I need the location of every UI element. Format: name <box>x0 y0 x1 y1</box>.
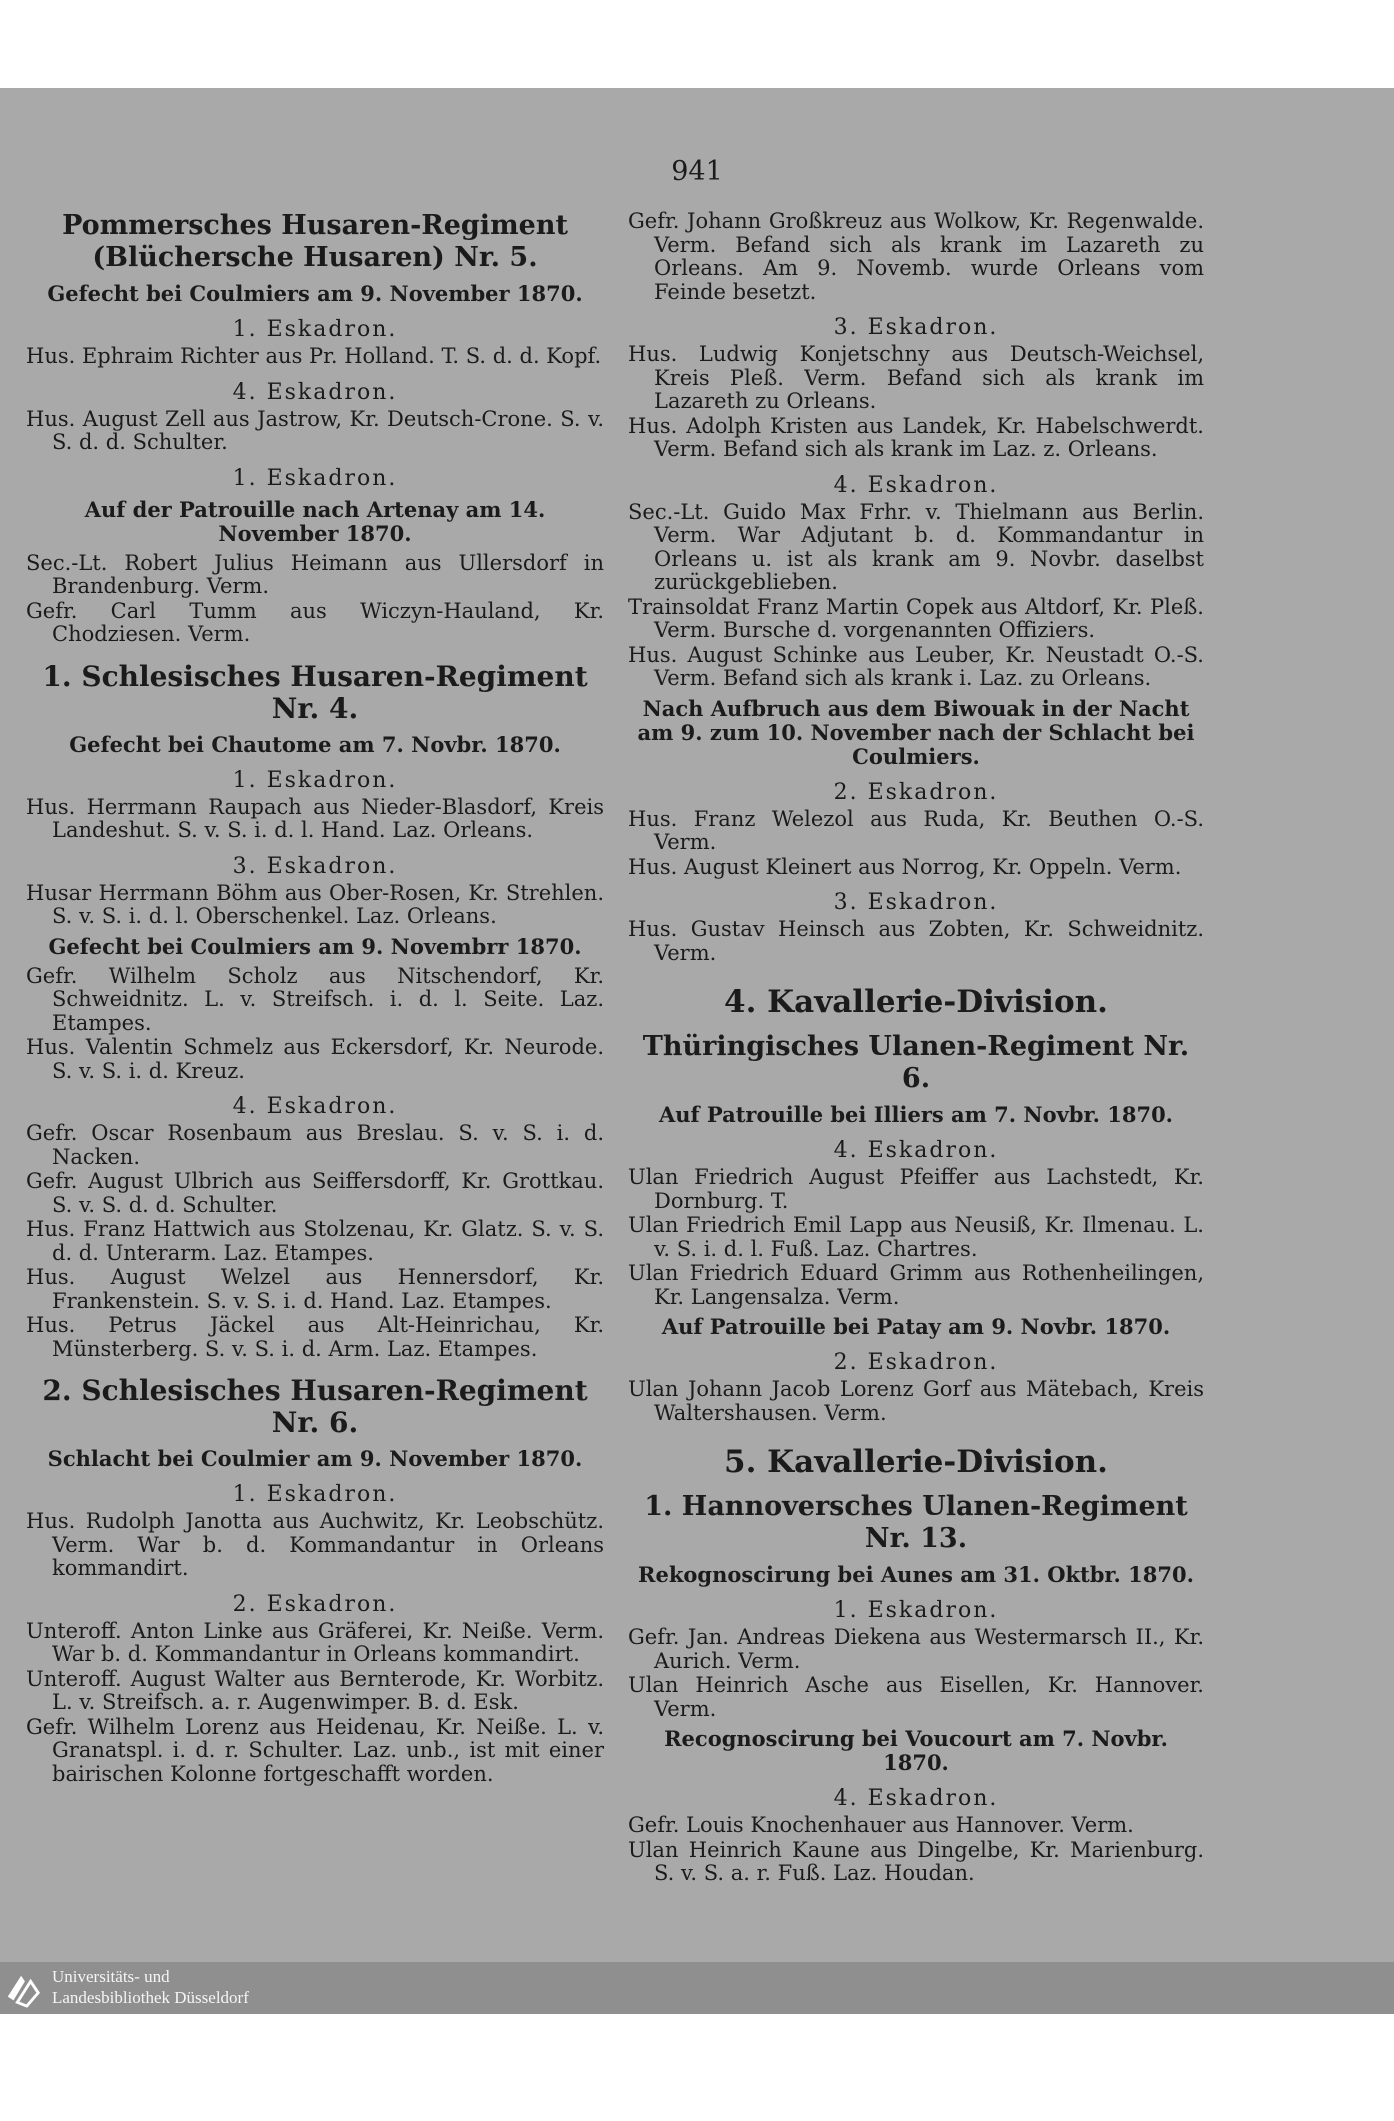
casualty-entry: Ulan Friedrich Eduard Grimm aus Rothenheilingen, Kr. Langensalza. Verm. <box>628 1261 1204 1309</box>
casualty-entry: Hus. Herrmann Raupach aus Nieder-Blasdorf, Kreis Landeshut. S. v. S. i. d. l. Hand. Laz. Orleans. <box>26 794 604 842</box>
division-heading: 5. Kavallerie-Division. <box>724 1444 1108 1480</box>
casualty-entry: Sec.-Lt. Robert Julius Heimann aus Ullersdorf in Brandenburg. Verm. <box>26 550 604 598</box>
squadron-heading: 2. Eskadron. <box>833 779 999 805</box>
squadron-heading: 4. Eskadron. <box>232 1094 398 1119</box>
ulb-logo-icon <box>4 1970 42 2008</box>
casualty-entry: Hus. August Schinke aus Leuber, Kr. Neustadt O.-S. Verm. Befand sich als krank i. Laz. zu Orleans. <box>628 642 1204 690</box>
casualty-entry: Hus. Ludwig Konjetschny aus Deutsch-Weichsel, Kreis Pleß. Verm. Befand sich als krank im Lazareth zu Orleans. <box>628 342 1204 413</box>
page-number: 941 <box>671 156 723 187</box>
casualty-entry: Gefr. Louis Knochenhauer aus Hannover. Verm. <box>628 1813 1134 1837</box>
casualty-entry: Ulan Friedrich Emil Lapp aus Neusiß, Kr. Ilmenau. L. v. S. i. d. l. Fuß. Laz. Chartres. <box>628 1213 1204 1261</box>
squadron-heading: 1. Eskadron. <box>232 317 398 342</box>
event-heading: Auf Patrouille bei Illiers am 7. Novbr. 1870. <box>658 1102 1173 1127</box>
regiment-heading: Thüringisches Ulanen-Regiment Nr. 6. <box>642 1031 1190 1094</box>
squadron-heading: 4. Eskadron. <box>232 379 398 405</box>
event-heading: Auf der Patrouille nach Artenay am 14. November 1870. <box>84 496 546 546</box>
casualty-entry: Sec.-Lt. Guido Max Frhr. v. Thielmann aus Berlin. Verm. War Adjutant b. d. Kommandantur in Orleans u. ist als krank am 9. Novbr. daselbst zurückgeblieben. <box>628 499 1204 594</box>
squadron-heading: 1. Eskadron. <box>232 1482 398 1507</box>
squadron-heading: 3. Eskadron. <box>833 315 999 340</box>
casualty-entry: Hus. Gustav Heinsch aus Zobten, Kr. Schweidnitz. Verm. <box>628 917 1204 965</box>
event-heading: Schlacht bei Coulmier am 9. November 1870. <box>47 1446 583 1471</box>
casualty-entry: Gefr. August Ulbrich aus Seiffersdorff, Kr. Grottkau. S. v. S. d. d. Schulter. <box>26 1169 604 1217</box>
squadron-heading: 4. Eskadron. <box>833 1786 999 1811</box>
squadron-heading: 3. Eskadron. <box>232 853 398 879</box>
squadron-heading: 3. Eskadron. <box>833 890 999 915</box>
casualty-entry: Ulan Heinrich Asche aus Eisellen, Kr. Hannover. Verm. <box>628 1673 1204 1721</box>
casualty-entry: Gefr. Carl Tumm aus Wiczyn-Hauland, Kr. Chodziesen. Verm. <box>26 598 604 646</box>
division-heading: 4. Kavallerie-Division. <box>724 984 1108 1020</box>
casualty-entry: Hus. Petrus Jäckel aus Alt-Heinrichau, Kr. Münsterberg. S. v. S. i. d. Arm. Laz. Etampes. <box>26 1313 604 1361</box>
casualty-entry: Gefr. Oscar Rosenbaum aus Breslau. S. v. S. i. d. Nacken. <box>26 1121 604 1169</box>
casualty-entry: Hus. Valentin Schmelz aus Eckersdorf, Kr. Neurode. S. v. S. i. d. Kreuz. <box>26 1035 604 1083</box>
casualty-entry: Hus. Ephraim Richter aus Pr. Holland. T. S. d. d. Kopf. <box>26 344 602 368</box>
casualty-entry: Gefr. Wilhelm Scholz aus Nitschendorf, Kr. Schweidnitz. L. v. Streifsch. i. d. l. Seite. Laz. Etampes. <box>26 963 604 1035</box>
casualty-entry: Unteroff. Anton Linke aus Gräferei, Kr. Neiße. Verm. War b. d. Kommandantur in Orleans kommandirt. <box>26 1618 604 1666</box>
casualty-entry: Gefr. Johann Großkreuz aus Wolkow, Kr. Regenwalde. Verm. Befand sich als krank im Lazareth zu Orleans. Am 9. Novemb. wurde Orleans vom Feinde besetzt. <box>628 209 1204 304</box>
casualty-entry: Hus. Franz Hattwich aus Stolzenau, Kr. Glatz. S. v. S. d. d. Unterarm. Laz. Etampes. <box>26 1217 604 1265</box>
casualty-entry: Gefr. Wilhelm Lorenz aus Heidenau, Kr. Neiße. L. v. Granatspl. i. d. r. Schulter. Laz. unb., ist mit einer bairischen Kolonne fortgeschafft worden. <box>26 1714 604 1786</box>
squadron-heading: 1. Eskadron. <box>232 767 398 793</box>
regiment-heading: 2. Schlesisches Husaren-Regiment Nr. 6. <box>42 1374 588 1439</box>
event-heading: Gefecht bei Coulmiers am 9. Novembrr 1870. <box>48 933 582 959</box>
library-name <box>52 1966 249 2008</box>
squadron-heading: 4. Eskadron. <box>833 472 999 498</box>
casualty-entry: Ulan Heinrich Kaune aus Dingelbe, Kr. Marienburg. S. v. S. a. r. Fuß. Laz. Houdan. <box>628 1837 1204 1885</box>
casualty-entry: Ulan Friedrich August Pfeiffer aus Lachstedt, Kr. Dornburg. T. <box>628 1165 1204 1213</box>
regiment-heading: 1. Schlesisches Husaren-Regiment Nr. 4. <box>42 659 588 725</box>
event-heading: Auf Patrouille bei Patay am 9. Novbr. 1870. <box>661 1314 1171 1339</box>
event-heading: Gefecht bei Coulmiers am 9. November 1870. <box>47 281 583 306</box>
squadron-heading: 1. Eskadron. <box>232 465 398 491</box>
regiment-heading: 1. Hannoversches Ulanen-Regiment Nr. 13. <box>644 1491 1188 1554</box>
casualty-entry: Husar Herrmann Böhm aus Ober-Rosen, Kr. Strehlen. S. v. S. i. d. l. Oberschenkel. Laz. Orleans. <box>26 880 604 928</box>
event-heading: Nach Aufbruch aus dem Biwouak in der Nacht am 9. zum 10. November nach der Schlacht bei Coulmiers. <box>637 695 1195 769</box>
casualty-entry: Ulan Johann Jacob Lorenz Gorf aus Mätebach, Kreis Waltershausen. Verm. <box>628 1377 1204 1425</box>
event-heading: Rekognoscirung bei Aunes am 31. Oktbr. 1870. <box>638 1562 1194 1587</box>
casualty-entry: Gefr. Jan. Andreas Diekena aus Westermarsch II., Kr. Aurich. Verm. <box>628 1625 1204 1673</box>
casualty-entry: Hus. August Welzel aus Hennersdorf, Kr. Frankenstein. S. v. S. i. d. Hand. Laz. Etampes. <box>26 1265 604 1313</box>
event-heading: Recognoscirung bei Voucourt am 7. Novbr. 1870. <box>664 1726 1168 1775</box>
casualty-entry: Hus. August Zell aus Jastrow, Kr. Deutsch-Crone. S. v. S. d. d. Schulter. <box>26 406 604 454</box>
casualty-entry: Hus. Adolph Kristen aus Landek, Kr. Habelschwerdt. Verm. Befand sich als krank im Laz. z. Orleans. <box>628 413 1204 461</box>
squadron-heading: 2. Eskadron. <box>833 1350 999 1375</box>
casualty-entry: Unteroff. August Walter aus Bernterode, Kr. Worbitz. L. v. Streifsch. a. r. Augenwimper. B. d. Esk. <box>26 1666 604 1714</box>
casualty-entry: Hus. Rudolph Janotta aus Auchwitz, Kr. Leobschütz. Verm. War b. d. Kommandantur in Orleans kommandirt. <box>26 1509 604 1580</box>
left-column <box>26 210 604 1787</box>
squadron-heading: 4. Eskadron. <box>833 1138 999 1163</box>
regiment-heading: Pommersches Husaren-Regiment (Blüchersche Husaren) Nr. 5. <box>62 210 568 273</box>
casualty-entry: Hus. Franz Welezol aus Ruda, Kr. Beuthen O.-S. Verm. <box>628 806 1204 854</box>
library-name-line: Landesbibliothek Düsseldorf <box>52 1988 249 2007</box>
squadron-heading: 2. Eskadron. <box>232 1591 398 1617</box>
library-footer <box>0 1962 1394 2014</box>
event-heading: Gefecht bei Chautome am 7. Novbr. 1870. <box>69 731 561 757</box>
right-column <box>628 210 1204 1887</box>
casualty-entry: Trainsoldat Franz Martin Copek aus Altdorf, Kr. Pleß. Verm. Bursche d. vorgenannten Offiziers. <box>628 594 1204 642</box>
library-name-line: Universitäts- und <box>52 1967 170 1986</box>
squadron-heading: 1. Eskadron. <box>833 1598 999 1623</box>
casualty-entry: Hus. August Kleinert aus Norrog, Kr. Oppeln. Verm. <box>628 854 1182 879</box>
